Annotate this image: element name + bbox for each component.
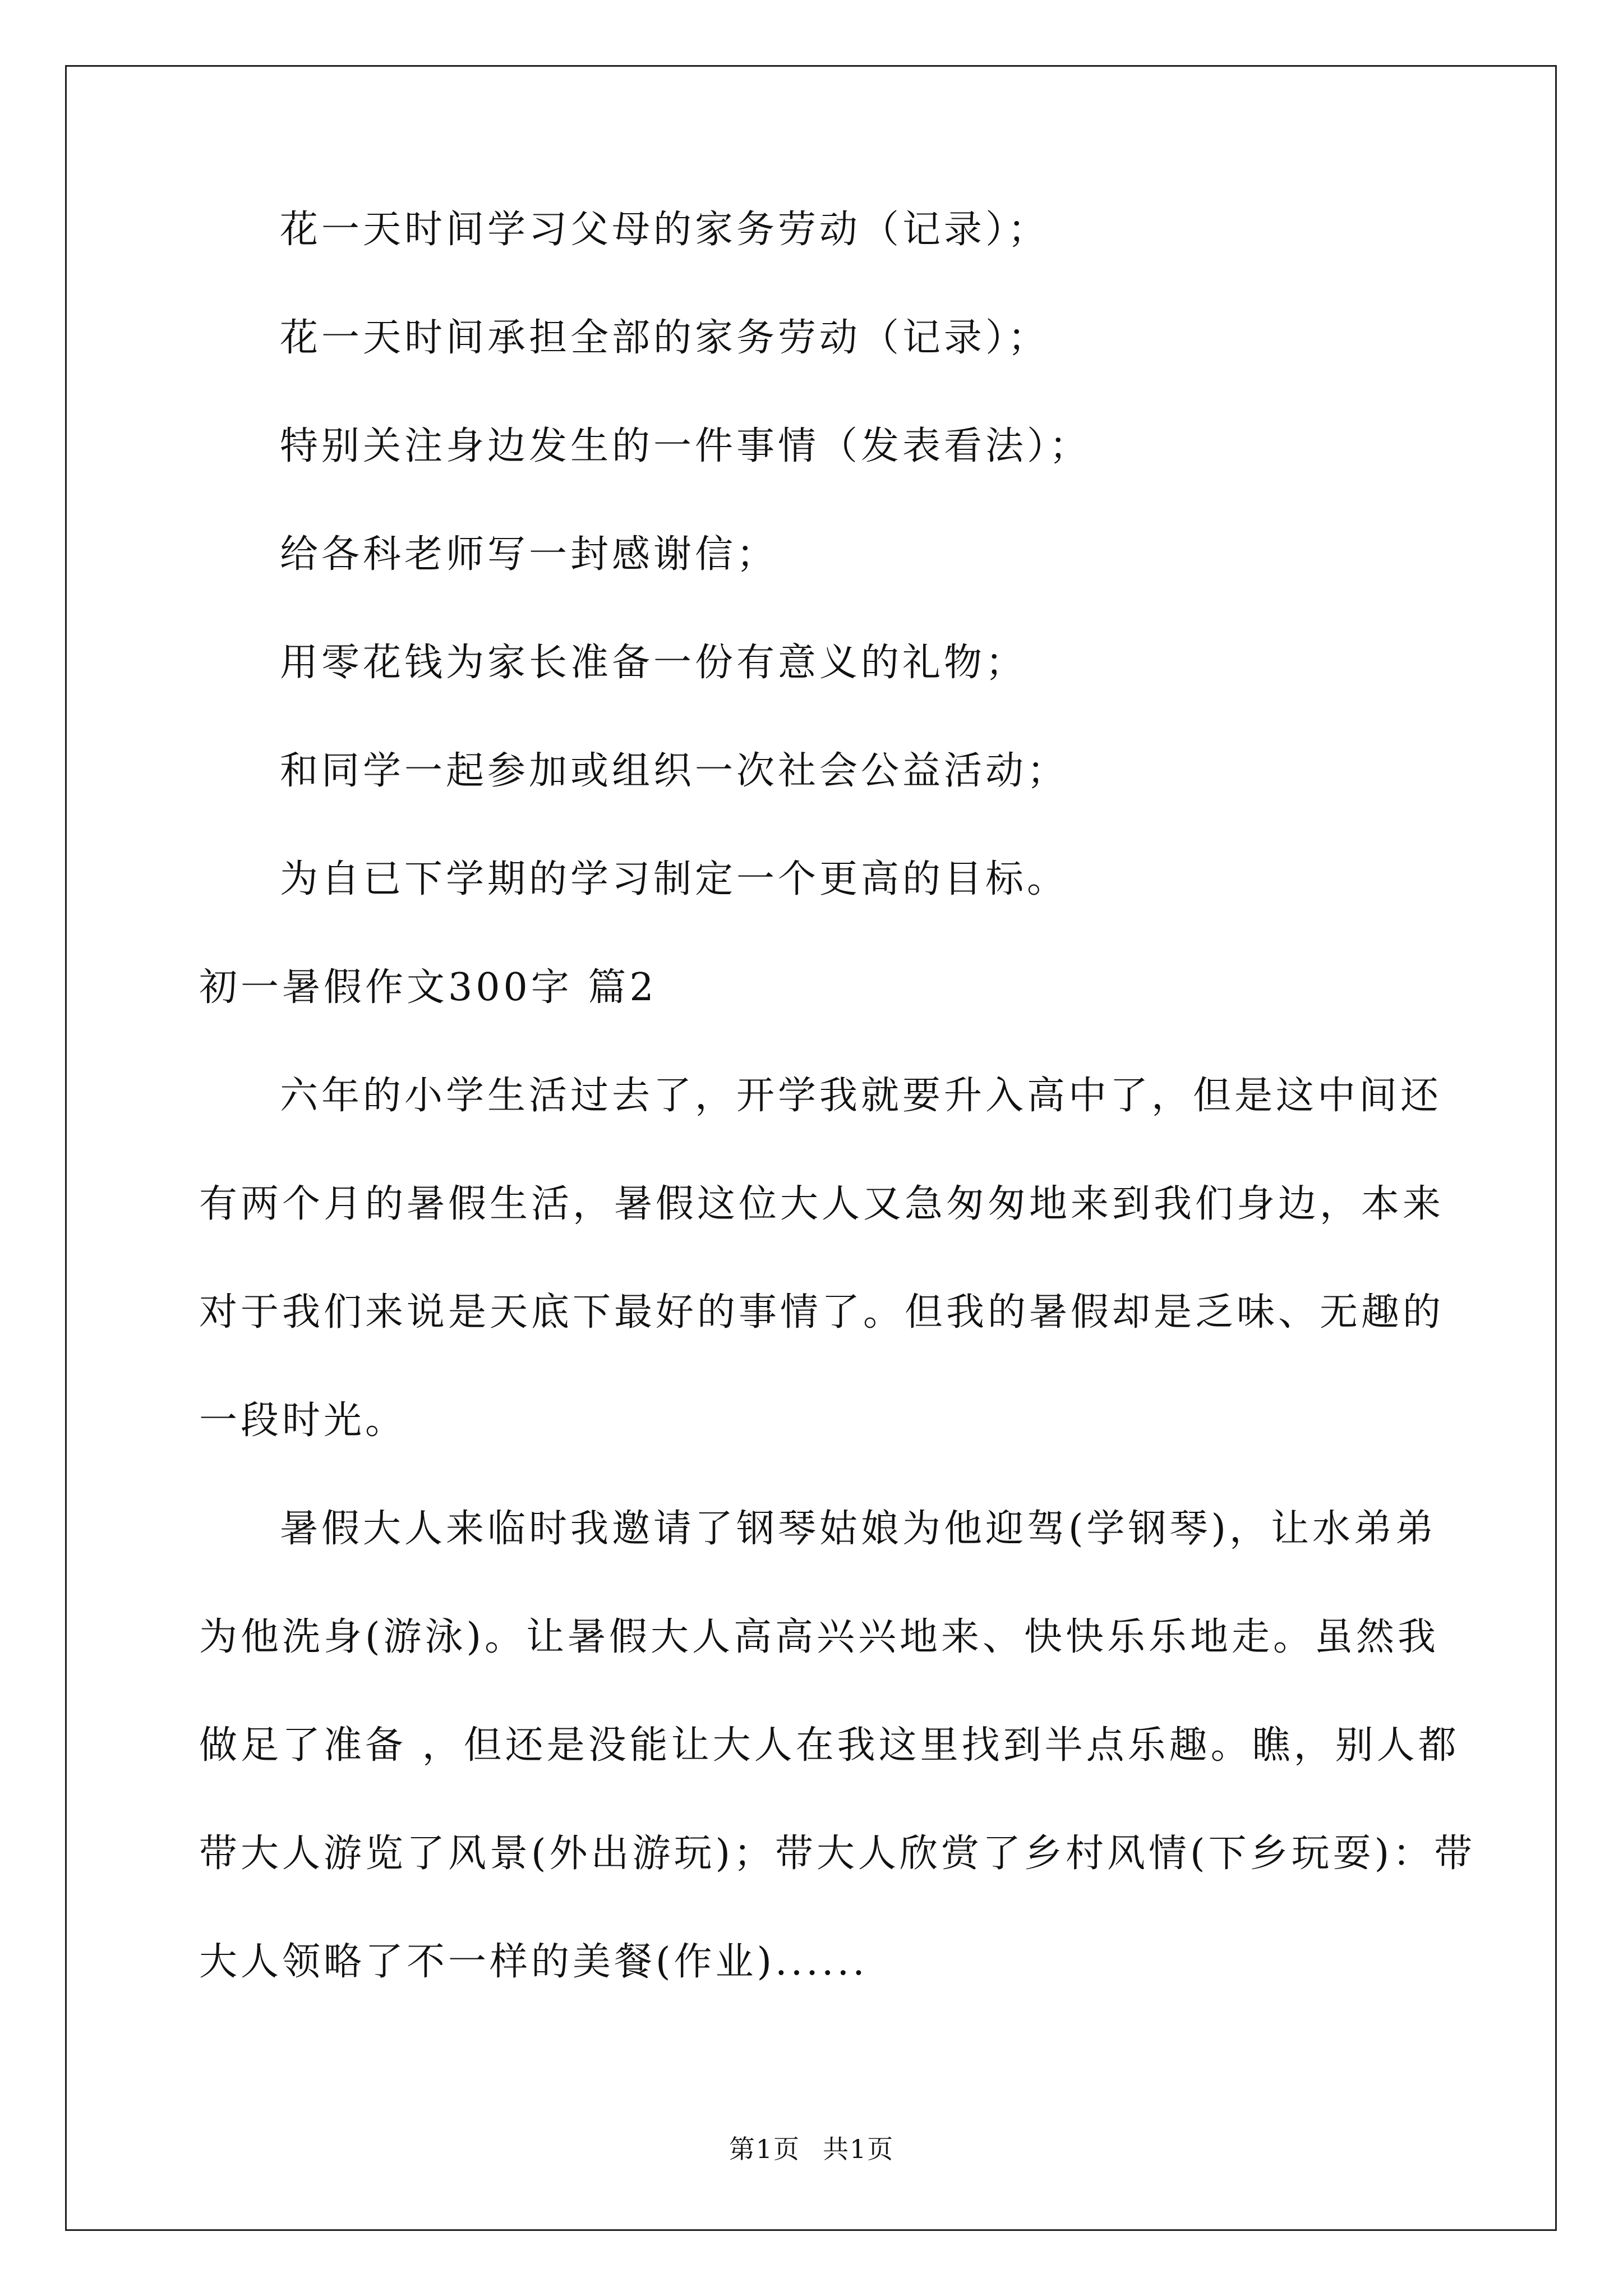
paragraph-line: 带大人游览了风景(外出游玩)；带大人欣赏了乡村风情(下乡玩耍)：带 xyxy=(199,1832,1476,1876)
paragraph-line: 有两个月的暑假生活，暑假这位大人又急匆匆地来到我们身边，本来 xyxy=(199,1182,1445,1226)
page-footer xyxy=(0,2133,1623,2165)
paragraph-line: 为他洗身(游泳)。让暑假大人高高兴兴地来、快快乐乐地走。虽然我 xyxy=(199,1615,1440,1659)
list-item: 给各科老师写一封感谢信； xyxy=(280,532,778,577)
list-item: 花一天时间承担全部的家务劳动（记录）； xyxy=(280,316,1050,360)
page-total: 共1页 xyxy=(823,2134,895,2164)
paragraph-line: 对于我们来说是天底下最好的事情了。但我的暑假却是乏味、无趣的 xyxy=(199,1290,1445,1335)
document-body xyxy=(199,208,1476,2048)
paragraph-2 xyxy=(199,1507,1476,1985)
paragraph-line: 六年的小学生活过去了，开学我就要升入高中了，但是这中间还 xyxy=(280,1074,1442,1118)
list-item: 和同学一起参加或组织一次社会公益活动； xyxy=(280,749,1069,793)
paragraph-line: 大人领略了不一样的美餐(作业)...... xyxy=(199,1940,868,1984)
list-item: 特别关注身边发生的一件事情（发表看法）； xyxy=(280,424,1091,468)
section-heading: 初一暑假作文300字 篇2 xyxy=(199,965,657,1010)
list-item: 为自已下学期的学习制定一个更高的目标。 xyxy=(280,857,1069,901)
page-number: 第1页 xyxy=(728,2134,800,2164)
paragraph-line: 做足了准备 ，但还是没能让大人在我这里找到半点乐趣。瞧，别人都 xyxy=(199,1723,1460,1768)
list-item: 花一天时间学习父母的家务劳动（记录）； xyxy=(280,208,1050,252)
paragraph-line: 暑假大人来临时我邀请了钢琴姑娘为他迎驾(学钢琴)，让水弟弟 xyxy=(280,1507,1437,1551)
paragraph-line: 一段时光。 xyxy=(199,1398,407,1443)
list-item: 用零花钱为家长准备一份有意义的礼物； xyxy=(280,641,1027,685)
paragraph-1 xyxy=(199,1074,1445,1443)
